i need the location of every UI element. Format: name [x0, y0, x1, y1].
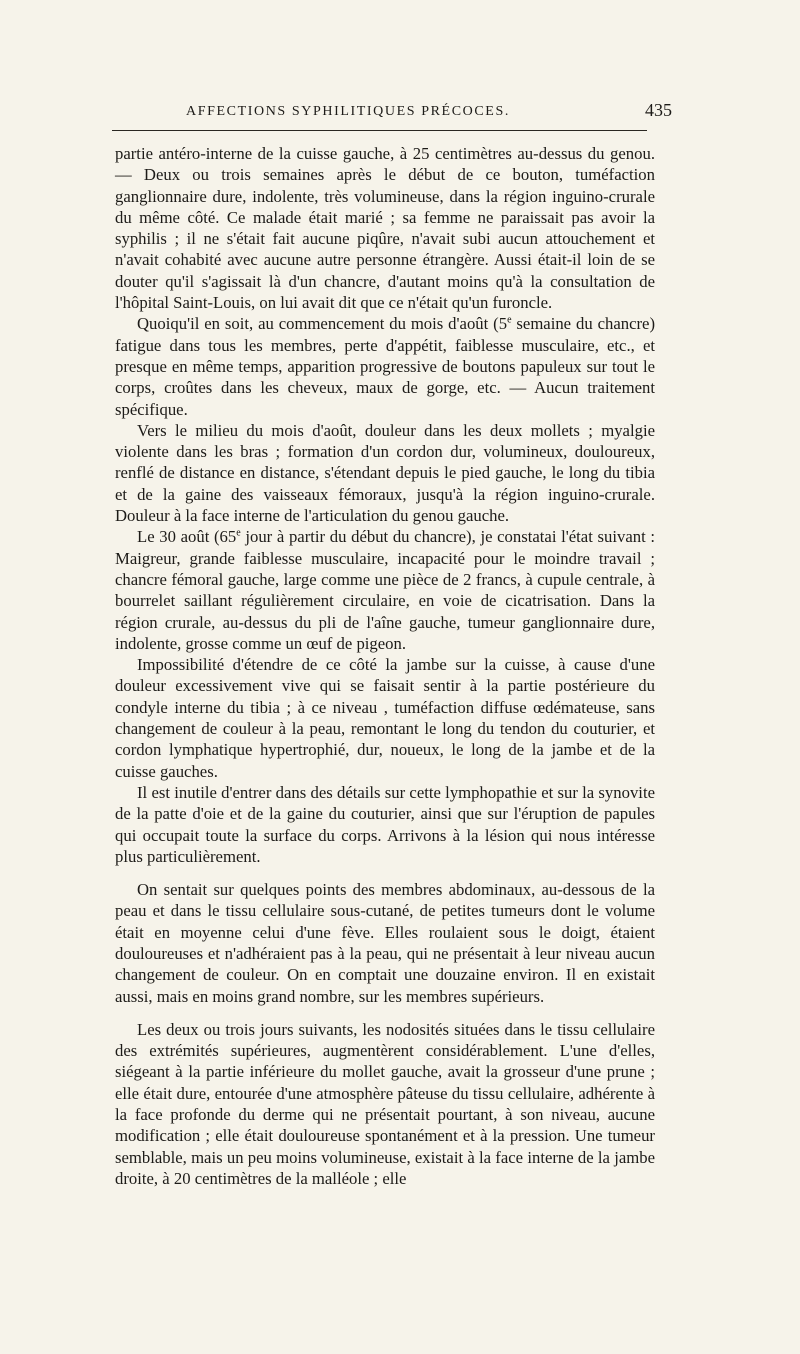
running-title: AFFECTIONS SYPHILITIQUES PRÉCOCES.: [186, 104, 510, 119]
paragraph: Les deux ou trois jours suivants, les nodosités situées dans le tissu cellulaire des extrémités supérieures, augmentèrent considérablement. L'une d'elles, siégeant à la partie inférieure du mollet gauche, avait la grosseur d'une prune ; elle était dure, entourée d'une atmosphère pâteuse du tissu cellulaire, adhérente à la face profonde du derme qui ne présentait pourtant, à son niveau, aucune modification ; elle était douloureuse spontanément et à la pression. Une tumeur semblable, mais un peu moins volumineuse, existait à la face interne de la jambe droite, à 20 centimètres de la malléole ; elle: [115, 1019, 655, 1188]
paragraph: Il est inutile d'entrer dans des détails sur cette lymphopathie et sur la synovite de la patte d'oie et de la gaine du couturier, ainsi que sur l'éruption de papules qui occupait toute la surface du corps. Arrivons à la lésion qui nous intéresse plus particulièrement.: [115, 782, 655, 866]
paragraph: Le 30 août (65e jour à partir du début du chancre), je constatai l'état suivant : Maigreur, grande faiblesse musculaire, incapacité pour le moindre travail ; chancre fémoral gauche, large comme une pièce de 2 francs, à cupule centrale, à bourrelet saillant régulièrement circulaire, en voie de cicatrisation. Dans la région crurale, au-dessus du pli de l'aîne gauche, tumeur ganglionnaire dure, indolente, grosse comme un œuf de pigeon.: [115, 527, 656, 653]
body-text: [115, 143, 655, 1189]
paragraph: Quoiqu'il en soit, au commencement du mois d'août (5e semaine du chancre) fatigue dans tous les membres, perte d'appétit, faiblesse musculaire, etc., et presque en même temps, apparition progressive de boutons papuleux sur tout le corps, croûtes dans les cheveux, maux de gorge, etc. — Aucun traitement spécifique.: [115, 314, 655, 419]
page-number: 435: [645, 100, 672, 120]
header-rule: [112, 130, 647, 131]
paragraph: On sentait sur quelques points des membres abdominaux, au-dessous de la peau et dans le tissu cellulaire sous-cutané, de petites tumeurs dont le volume était en moyenne celui d'une fève. Elles roulaient sous le doigt, étaient douloureuses et n'adhéraient pas à la peau, qui ne présentait à leur niveau aucun changement de couleur. On en comptait une douzaine environ. Il en existait aussi, mais en moins grand nombre, sur les membres supérieurs.: [115, 880, 655, 1006]
paragraph: Impossibilité d'étendre de ce côté la jambe sur la cuisse, à cause d'une douleur excessivement vive qui se faisait sentir à la partie postérieure du condyle interne du tibia ; à ce niveau , tuméfaction diffuse œdémateuse, sans changement de couleur à la peau, remontant le long du tendon du couturier, et cordon lymphatique hypertrophié, dur, noueux, le long de la jambe et de la cuisse gauches.: [115, 655, 655, 781]
paragraph: Vers le milieu du mois d'août, douleur dans les deux mollets ; myalgie violente dans les bras ; formation d'un cordon dur, volumineux, douloureux, renflé de distance en distance, s'étendant depuis le pied gauche, le long du tibia et de la gaine des vaisseaux fémoraux, jusqu'à la région inguino-crurale. Douleur à la face interne de l'articulation du genou gauche.: [115, 420, 655, 526]
paragraph: partie antéro-interne de la cuisse gauche, à 25 centimètres au-dessus du genou. — Deux ou trois semaines après le début de ce bouton, tuméfaction ganglionnaire dure, indolente, très volumineuse, dans la région inguino-crurale du même côté. Ce malade était marié ; sa femme ne paraissait pas avoir la syphilis ; il ne s'était fait aucune piqûre, n'avait subi aucun attouchement et n'avait cohabité avec aucune autre personne étrangère. Aussi était-il loin de se douter qu'il s'agissait là d'un chancre, d'autant moins qu'à la consultation de l'hôpital Saint-Louis, on lui avait dit que ce n'était qu'un furoncle.: [115, 144, 655, 313]
running-head: [112, 100, 672, 124]
